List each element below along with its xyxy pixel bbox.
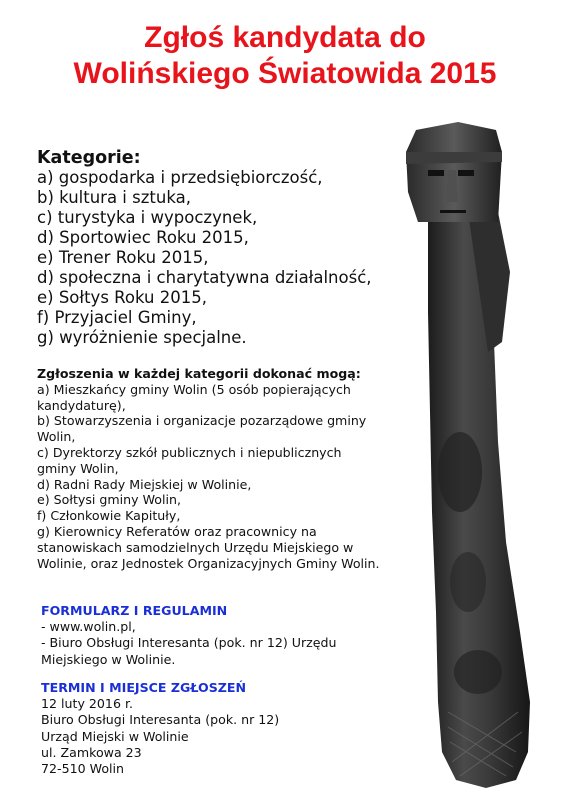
title-line-2: Wolińskiego Światowida 2015 — [73, 57, 497, 90]
deadline-line: ul. Zamkowa 23 — [41, 744, 142, 760]
forms-line: Miejskiego w Wolinie. — [41, 651, 176, 667]
forms-heading: FORMULARZ I REGULAMIN — [41, 603, 228, 618]
category-item: a) gospodarka i przedsiębiorczość, — [37, 168, 323, 187]
categories-heading: Kategorie: — [37, 148, 141, 168]
submitters-line: gminy Wolin, — [37, 460, 119, 476]
category-item: d) społeczna i charytatywna działalność, — [37, 268, 372, 287]
submitters-line: kandydaturę), — [37, 397, 126, 413]
category-item: c) turystyka i wypoczynek, — [37, 208, 258, 227]
category-item: g) wyróżnienie specjalne. — [37, 328, 247, 347]
submitters-line: e) Sołtysi gminy Wolin, — [37, 492, 181, 508]
submitters-line: c) Dyrektorzy szkół publicznych i niepublicznych — [37, 444, 342, 460]
deadline-heading: TERMIN I MIEJSCE ZGŁOSZEŃ — [41, 680, 247, 695]
categories-section — [37, 148, 397, 348]
submitters-line: Wolin, — [37, 429, 76, 445]
submitters-line: g) Kierownicy Referatów oraz pracownicy na — [37, 523, 317, 539]
deadline-section — [41, 680, 381, 777]
forms-line: - Biuro Obsługi Interesanta (pok. nr 12) Urzędu — [41, 635, 337, 651]
title-line-1: Zgłoś kandydata do — [144, 21, 426, 54]
forms-line: - www.wolin.pl, — [41, 619, 136, 635]
submitters-section — [37, 366, 397, 571]
forms-section — [41, 603, 381, 668]
category-item: e) Sołtys Roku 2015, — [37, 288, 207, 307]
submitters-line: d) Radni Rady Miejskiej w Wolinie, — [37, 476, 252, 492]
deadline-line: Urząd Miejski w Wolinie — [41, 728, 189, 744]
category-item: f) Przyjaciel Gminy, — [37, 308, 197, 327]
category-item: d) Sportowiec Roku 2015, — [37, 228, 249, 247]
poster-title — [0, 20, 570, 92]
submitters-line: Wolinie, oraz Jednostek Organizacyjnych Gminy Wolin. — [37, 555, 380, 571]
submitters-line: b) Stowarzyszenia i organizacje pozarządowe gminy — [37, 413, 367, 429]
deadline-line: 12 luty 2016 r. — [41, 696, 133, 712]
svantevit-statue-image — [398, 112, 558, 792]
deadline-line: Biuro Obsługi Interesanta (pok. nr 12) — [41, 712, 280, 728]
submitters-heading: Zgłoszenia w każdej kategorii dokonać mogą: — [37, 366, 361, 381]
submitters-line: f) Członkowie Kapituły, — [37, 508, 181, 524]
category-item: b) kultura i sztuka, — [37, 188, 191, 207]
category-item: e) Trener Roku 2015, — [37, 248, 209, 267]
submitters-line: a) Mieszkańcy gminy Wolin (5 osób popierających — [37, 381, 351, 397]
submitters-line: stanowiskach samodzielnych Urzędu Miejskiego w — [37, 539, 354, 555]
deadline-line: 72-510 Wolin — [41, 761, 125, 777]
